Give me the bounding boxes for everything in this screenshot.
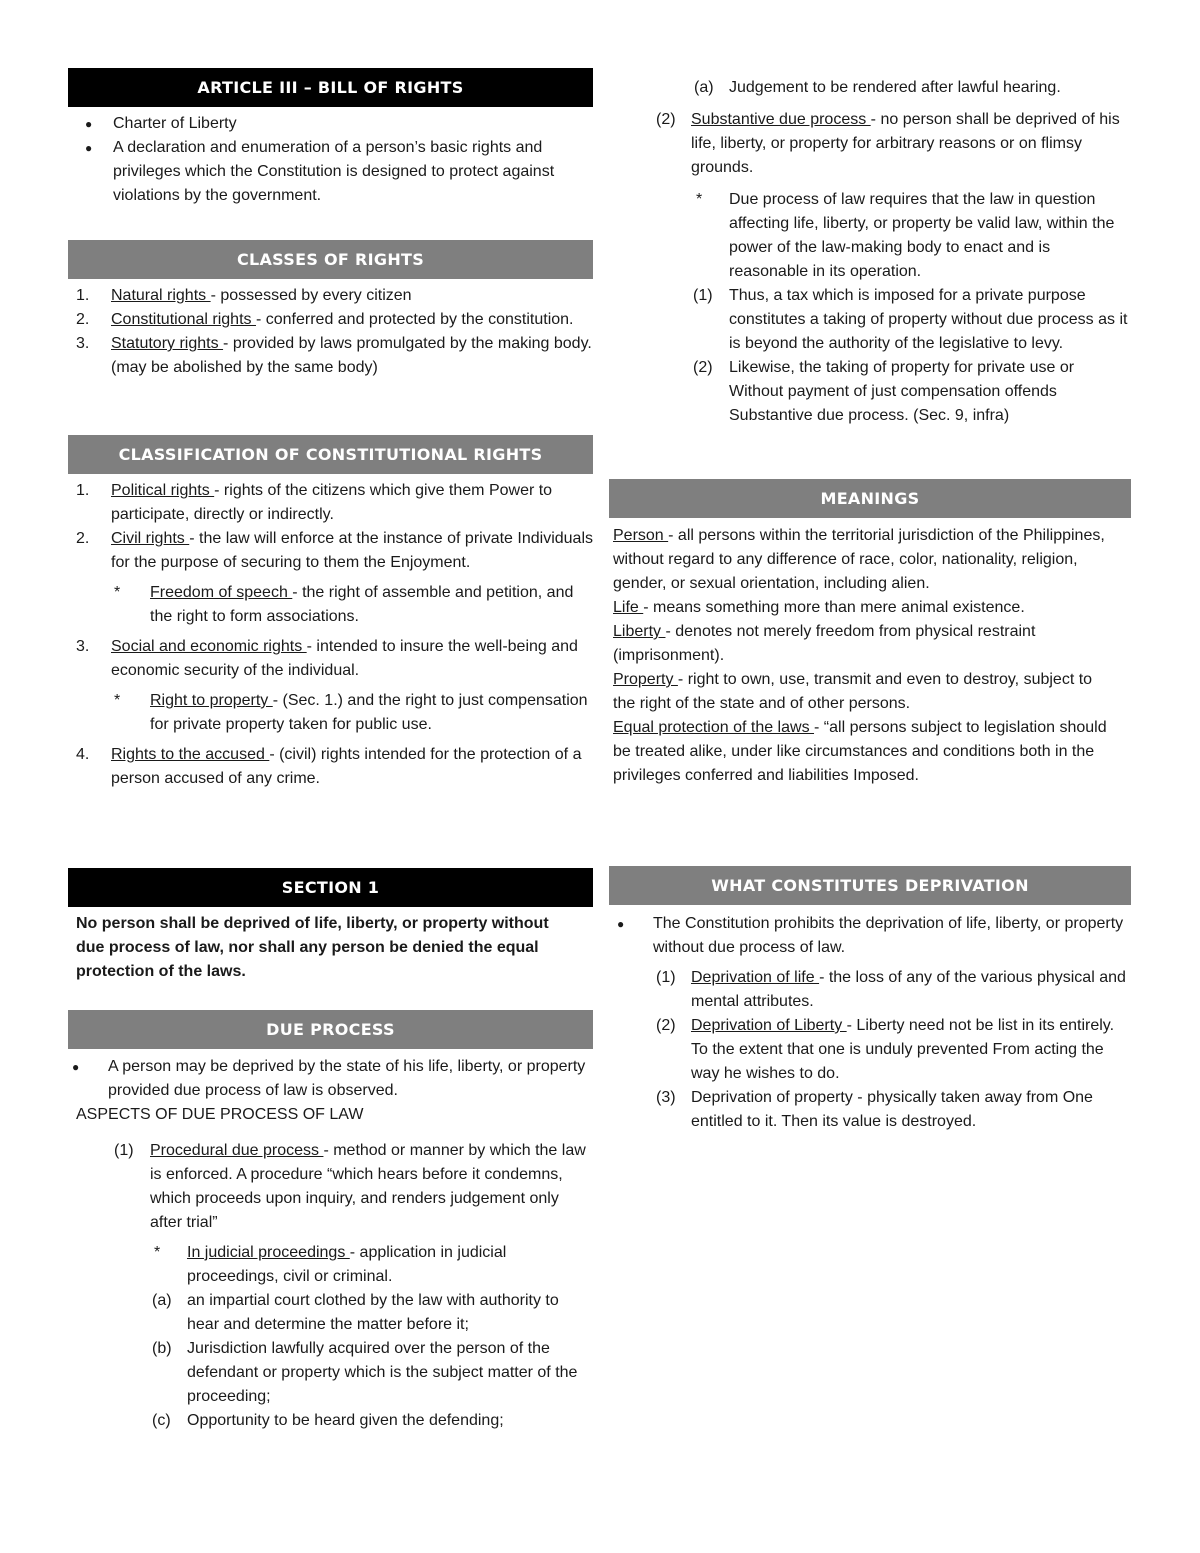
meanings-header bbox=[609, 479, 1131, 518]
term: Political rights bbox=[111, 482, 215, 499]
bullet-text: The Constitution prohibits the deprivation of life, liberty, or property without due process of law. bbox=[653, 915, 1124, 956]
list-item bbox=[68, 308, 593, 332]
meanings-header-text: MEANINGS bbox=[820, 488, 920, 508]
definition: - Liberty need not be list in its entirely. To the extent that one is unduly prevented From acting the way he wishes to do. bbox=[691, 1017, 1115, 1082]
section1-paragraph: No person shall be deprived of life, liberty, or property without due process of law, nor shall any person be denied the equal protection of the laws. bbox=[76, 915, 549, 980]
term: Person bbox=[613, 527, 669, 544]
list-item bbox=[68, 743, 593, 791]
list-number: 4. bbox=[76, 746, 90, 763]
sub-list-item bbox=[609, 356, 1131, 428]
definition: Likewise, the taking of property for private use or Without payment of just compensation offends Substantive due process. (Sec. 9, infra) bbox=[729, 359, 1075, 424]
bullet-text: Charter of Liberty bbox=[113, 115, 237, 132]
definition: Judgement to be rendered after lawful hearing. bbox=[729, 79, 1061, 96]
list-letter: (b) bbox=[152, 1340, 172, 1357]
term: Life bbox=[613, 599, 644, 616]
bullet-icon: ● bbox=[72, 1060, 80, 1074]
definition: - all persons within the territorial jurisdiction of the Philippines, without regard to any difference of race, color, nationality, religion, gender, or sexual orientation, including alien. bbox=[613, 527, 1105, 592]
list-item bbox=[68, 332, 593, 380]
list-number: 2. bbox=[76, 530, 90, 547]
term: Equal protection of the laws bbox=[613, 719, 815, 736]
term: Freedom of speech bbox=[150, 584, 293, 601]
definition-item bbox=[613, 716, 1117, 788]
definition: an impartial court clothed by the law with authority to hear and determine the matter before it; bbox=[187, 1292, 559, 1333]
term: Substantive due process bbox=[691, 111, 871, 128]
definition-item bbox=[613, 620, 1117, 668]
list-item bbox=[68, 284, 593, 308]
sub-list-item bbox=[68, 689, 593, 737]
classes-header bbox=[68, 240, 593, 279]
list-number: (2) bbox=[693, 359, 713, 376]
list-letter: (c) bbox=[152, 1412, 171, 1429]
meanings-list bbox=[609, 524, 1131, 788]
list-item bbox=[68, 635, 593, 683]
definition: - (Sec. 1.) and the right to just compensation for private property taken for public use. bbox=[150, 692, 588, 733]
due-process-continued bbox=[609, 76, 1131, 428]
definition: Opportunity to be heard given the defending; bbox=[187, 1412, 504, 1429]
term: Liberty bbox=[613, 623, 666, 640]
sub-list-item bbox=[609, 1086, 1131, 1134]
term: Deprivation of life bbox=[691, 969, 820, 986]
definition: - the right of assemble and petition, and the right to form associations. bbox=[150, 584, 574, 625]
classification-header bbox=[68, 435, 593, 474]
list-number: (2) bbox=[656, 111, 676, 128]
list-number: (2) bbox=[656, 1017, 676, 1034]
definition: - no person shall be deprived of his life, liberty, or property for arbitrary reasons or on flimsy grounds. bbox=[691, 111, 1120, 176]
definition: - conferred and protected by the constitution. bbox=[255, 311, 574, 328]
sub-list-item bbox=[68, 1337, 593, 1409]
definition: - the loss of any of the various physical and mental attributes. bbox=[691, 969, 1126, 1010]
definition-item bbox=[613, 668, 1117, 716]
definition: Due process of law requires that the law in question affecting life, liberty, or property be valid law, within the power of the law-making body to enact and is reasonable in its operation. bbox=[729, 191, 1115, 280]
definition: - rights of the citizens which give them Power to participate, directly or indirectly. bbox=[111, 482, 553, 523]
list-item bbox=[68, 136, 593, 208]
definition: - denotes not merely freedom from physical restraint (imprisonment). bbox=[613, 623, 1036, 664]
list-item bbox=[609, 912, 1131, 960]
list-item bbox=[68, 1055, 593, 1103]
list-letter: (a) bbox=[152, 1292, 172, 1309]
list-number: 2. bbox=[76, 311, 90, 328]
term: Civil rights bbox=[111, 530, 190, 547]
list-number: (1) bbox=[656, 969, 676, 986]
list-number: 1. bbox=[76, 287, 90, 304]
classification-header-text: CLASSIFICATION OF CONSTITUTIONAL RIGHTS bbox=[118, 444, 543, 464]
list-number: 3. bbox=[76, 638, 90, 655]
aspects-heading bbox=[68, 1103, 593, 1127]
due-process-header bbox=[68, 1010, 593, 1049]
definition: - provided by laws promulgated by the making body. (may be abolished by the same body) bbox=[111, 335, 592, 376]
list-item bbox=[68, 527, 593, 575]
definition: - “all persons subject to legislation should be treated alike, under like circumstances and conditions both in the privileges conferred and liabilities Imposed. bbox=[613, 719, 1107, 784]
term: Rights to the accused bbox=[111, 746, 270, 763]
sub-list-item bbox=[609, 966, 1131, 1014]
list-item bbox=[68, 112, 593, 136]
term: Right to property bbox=[150, 692, 273, 709]
definition: Jurisdiction lawfully acquired over the person of the defendant or property which is the subject matter of the proceeding; bbox=[187, 1340, 578, 1405]
asterisk-icon: * bbox=[696, 191, 703, 208]
deprivation-header bbox=[609, 866, 1131, 905]
sub-list-item bbox=[68, 1241, 593, 1289]
definition: - intended to insure the well-being and economic security of the individual. bbox=[111, 638, 578, 679]
bullet-text: A person may be deprived by the state of his life, liberty, or property provided due process of law is observed. bbox=[108, 1058, 586, 1099]
section1-header bbox=[68, 868, 593, 907]
article-header-text: ARTICLE III – BILL OF RIGHTS bbox=[197, 77, 464, 97]
definition: - application in judicial proceedings, civil or criminal. bbox=[187, 1244, 507, 1285]
bullet-icon: ● bbox=[85, 117, 93, 131]
list-number: (3) bbox=[656, 1089, 676, 1106]
definition: Thus, a tax which is imposed for a private purpose constitutes a taking of property without due process as it is beyond the authority of the legislative to levy. bbox=[729, 287, 1128, 352]
definition: - (civil) rights intended for the protection of a person accused of any crime. bbox=[111, 746, 582, 787]
aspects-heading-text: ASPECTS OF DUE PROCESS OF LAW bbox=[76, 1106, 364, 1123]
due-process-block bbox=[68, 1055, 593, 1433]
term: Deprivation of Liberty bbox=[691, 1017, 847, 1034]
asterisk-icon: * bbox=[114, 692, 121, 709]
list-number: 1. bbox=[76, 482, 90, 499]
list-number: (1) bbox=[114, 1142, 134, 1159]
sub-list-item bbox=[68, 1289, 593, 1337]
deprivation-header-text: WHAT CONSTITUTES DEPRIVATION bbox=[711, 875, 1029, 895]
definition-item bbox=[613, 596, 1117, 620]
asterisk-icon: * bbox=[154, 1244, 161, 1261]
list-item bbox=[68, 479, 593, 527]
term: Constitutional rights bbox=[111, 311, 256, 328]
sub-list-item bbox=[609, 76, 1131, 100]
term: Property bbox=[613, 671, 678, 688]
definition-item bbox=[613, 524, 1117, 596]
definition: Deprivation of property - physically taken away from One entitled to it. Then its value is destroyed. bbox=[691, 1089, 1093, 1130]
bullet-icon: ● bbox=[85, 141, 93, 155]
list-number: (1) bbox=[693, 287, 713, 304]
list-item bbox=[68, 1139, 593, 1235]
term: Statutory rights bbox=[111, 335, 224, 352]
bullet-text: A declaration and enumeration of a person’s basic rights and privileges which the Constitution is designed to protect against violations by the government. bbox=[113, 139, 555, 204]
term: In judicial proceedings bbox=[187, 1244, 350, 1261]
definition: - method or manner by which the law is enforced. A procedure “which hears before it condemns, which proceeds upon inquiry, and renders judgement only after trial” bbox=[150, 1142, 586, 1231]
list-item bbox=[609, 108, 1131, 180]
asterisk-icon: * bbox=[114, 584, 121, 601]
sub-list-item bbox=[609, 1014, 1131, 1086]
list-letter: (a) bbox=[694, 79, 714, 96]
term: Social and economic rights bbox=[111, 638, 307, 655]
definition: - possessed by every citizen bbox=[210, 287, 412, 304]
sub-list-item bbox=[68, 581, 593, 629]
sub-list-item bbox=[609, 188, 1131, 284]
deprivation-block bbox=[609, 912, 1131, 1134]
classes-header-text: CLASSES OF RIGHTS bbox=[236, 249, 425, 269]
bullet-icon: ● bbox=[617, 917, 625, 931]
due-process-header-text: DUE PROCESS bbox=[266, 1019, 395, 1039]
term: Procedural due process bbox=[150, 1142, 324, 1159]
section1-text bbox=[68, 912, 593, 984]
definition: - right to own, use, transmit and even to destroy, subject to the right of the state and of other persons. bbox=[613, 671, 1093, 712]
term: Natural rights bbox=[111, 287, 211, 304]
list-number: 3. bbox=[76, 335, 90, 352]
classes-list bbox=[68, 284, 593, 380]
article-header bbox=[68, 68, 593, 107]
classification-list bbox=[68, 479, 593, 791]
intro-bullet-list bbox=[68, 112, 593, 208]
section1-header-text: SECTION 1 bbox=[281, 877, 380, 897]
sub-list-item bbox=[609, 284, 1131, 356]
sub-list-item bbox=[68, 1409, 593, 1433]
definition: - means something more than mere animal existence. bbox=[643, 599, 1025, 616]
definition: - the law will enforce at the instance of private Individuals for the purpose of securing to them the Enjoyment. bbox=[111, 530, 593, 571]
